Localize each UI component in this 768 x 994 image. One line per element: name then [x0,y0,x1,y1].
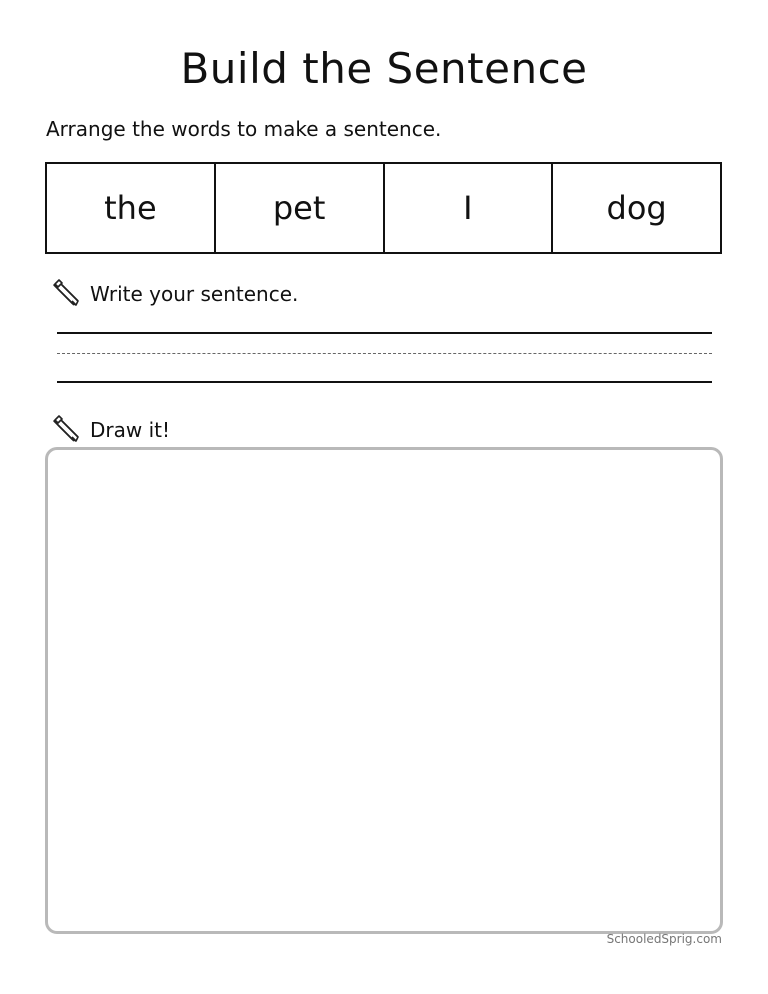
footer-credit: SchooledSprig.com [606,932,722,946]
word-card: the [47,164,216,252]
instructions-text: Arrange the words to make a sentence. [46,117,442,141]
writing-line-top [57,332,712,334]
write-label: Write your sentence. [90,282,299,306]
word-card: I [385,164,554,252]
word-bank [45,162,722,254]
page-title: Build the Sentence [180,44,588,93]
pencil-icon [52,279,82,309]
word-card: dog [606,189,667,227]
pencil-icon [52,415,82,445]
write-section-label [52,279,298,309]
word-card: pet [216,164,385,252]
drawing-area [45,447,723,934]
draw-label: Draw it! [90,418,171,442]
draw-section-label [52,415,170,445]
writing-line-base [57,381,712,383]
writing-line-midline [57,353,712,354]
